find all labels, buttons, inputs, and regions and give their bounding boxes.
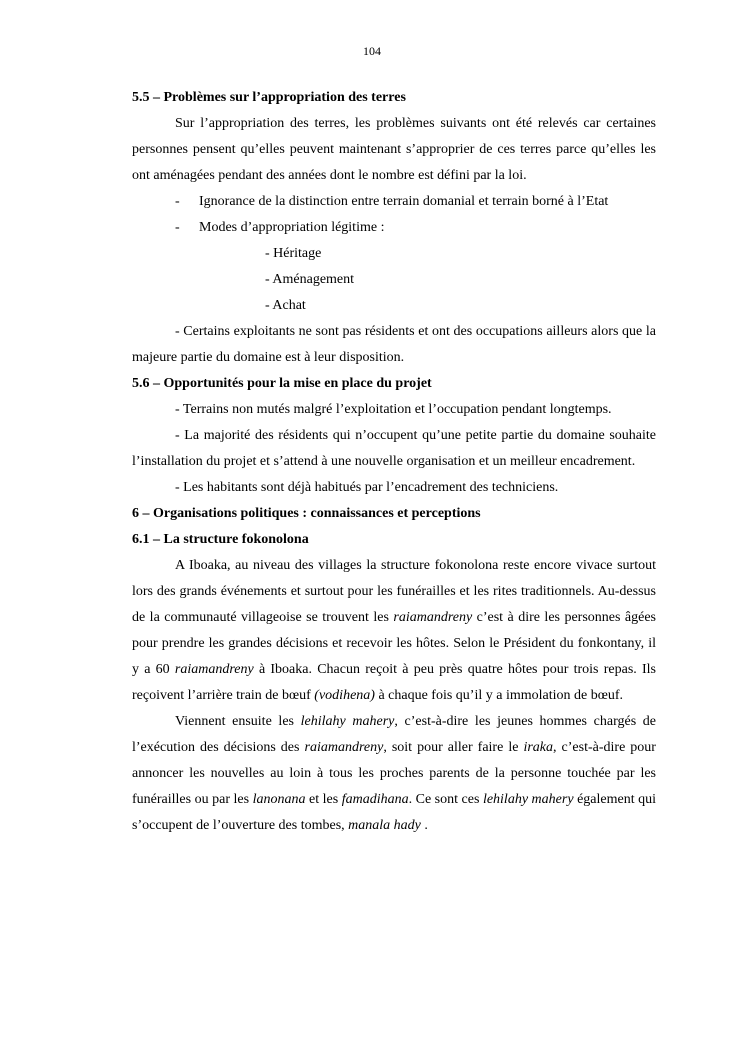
section-5-5-heading: 5.5 – Problèmes sur l’appropriation des terres xyxy=(132,90,406,105)
list-item-text: Ignorance de la distinction entre terrain domanial et terrain borné à l’Etat xyxy=(199,194,609,209)
text-run: , c’est-à-dire pour annoncer les nouvelles au loin à tous les proches parents de la personne touchée par les funérailles ou par les xyxy=(132,740,656,807)
sub-list-item: - Aménagement xyxy=(265,272,355,287)
text-run: c’est à dire les personnes âgées pour prendre les grandes décisions et recevoir les hôtes. Selon le Président du fonkontany, il y a 60 xyxy=(132,610,656,677)
sub-list-item: - Achat xyxy=(265,298,306,313)
section-5-6-item: - La majorité des résidents qui n’occupent qu’une petite partie du domaine souhaite l’installation du projet et s’attend à une nouvelle organisation et un meilleur encadrement. xyxy=(132,428,656,469)
section-5-6-item: - Terrains non mutés malgré l’exploitation et l’occupation pendant longtemps. xyxy=(175,402,612,417)
list-dash: - xyxy=(175,220,180,235)
italic-term: raiamandreny xyxy=(393,610,473,625)
section-6-1-heading: 6.1 – La structure fokonolona xyxy=(132,532,309,547)
italic-term: famadihana xyxy=(341,792,409,807)
text-run: Viennent ensuite les xyxy=(175,714,301,729)
text-run: , soit pour aller faire le xyxy=(383,740,524,755)
list-item xyxy=(132,215,656,241)
italic-term: raiamandreny xyxy=(304,740,384,755)
italic-term: raiamandreny xyxy=(174,662,254,677)
section-6-1-paragraph-2 xyxy=(132,709,656,839)
text-run: . Ce sont ces xyxy=(408,792,483,807)
section-5-5-intro: Sur l’appropriation des terres, les problèmes suivants ont été relevés car certaines personnes pensent qu’elles peuvent maintenant s’approprier de ces terres parce qu’elles les ont aménagées pendant des années dont le nombre est défini par la loi. xyxy=(132,116,656,183)
text-run: et les xyxy=(305,792,342,807)
text-run: également qui s’occupent de l’ouverture des tombes, xyxy=(132,792,656,833)
italic-term: lehilahy mahery xyxy=(482,792,574,807)
italic-term: lanonana xyxy=(252,792,306,807)
section-5-5-last-item: - Certains exploitants ne sont pas résidents et ont des occupations ailleurs alors que la majeure partie du domaine est à leur disposition. xyxy=(132,324,656,365)
italic-term: (vodihena) xyxy=(314,688,375,703)
italic-term: manala hady xyxy=(348,818,421,833)
section-5-6-item: - Les habitants sont déjà habitués par l’encadrement des techniciens. xyxy=(175,480,559,495)
sub-list-item: - Héritage xyxy=(265,246,322,261)
text-run: . xyxy=(420,818,428,833)
italic-term: iraka xyxy=(523,740,554,755)
section-5-6-heading: 5.6 – Opportunités pour la mise en place du projet xyxy=(132,376,432,391)
italic-term: lehilahy mahery xyxy=(300,714,395,729)
list-item xyxy=(132,189,656,215)
section-6-1-paragraph-1 xyxy=(132,553,656,709)
list-item-text: Modes d’appropriation légitime : xyxy=(199,220,385,235)
text-run: A Iboaka, au niveau des villages la structure fokonolona reste encore vivace surtout lors des grands événements et surtout pour les funérailles et les rites traditionnels. Au-dessus de la communauté villageoise se trouvent les xyxy=(132,558,656,625)
list-dash: - xyxy=(175,194,180,209)
page-number: 104 xyxy=(363,44,381,58)
text-run: à chaque fois qu’il y a immolation de bœuf. xyxy=(374,688,624,703)
section-6-heading: 6 – Organisations politiques : connaissances et perceptions xyxy=(132,506,481,521)
text-run: , c’est-à-dire les jeunes hommes chargés de l’exécution des décisions des xyxy=(132,714,657,755)
document-body xyxy=(132,85,656,839)
text-run: à Iboaka. Chacun reçoit à peu près quatre hôtes pour trois repas. Ils reçoivent l’arrière train de bœuf xyxy=(132,662,657,703)
